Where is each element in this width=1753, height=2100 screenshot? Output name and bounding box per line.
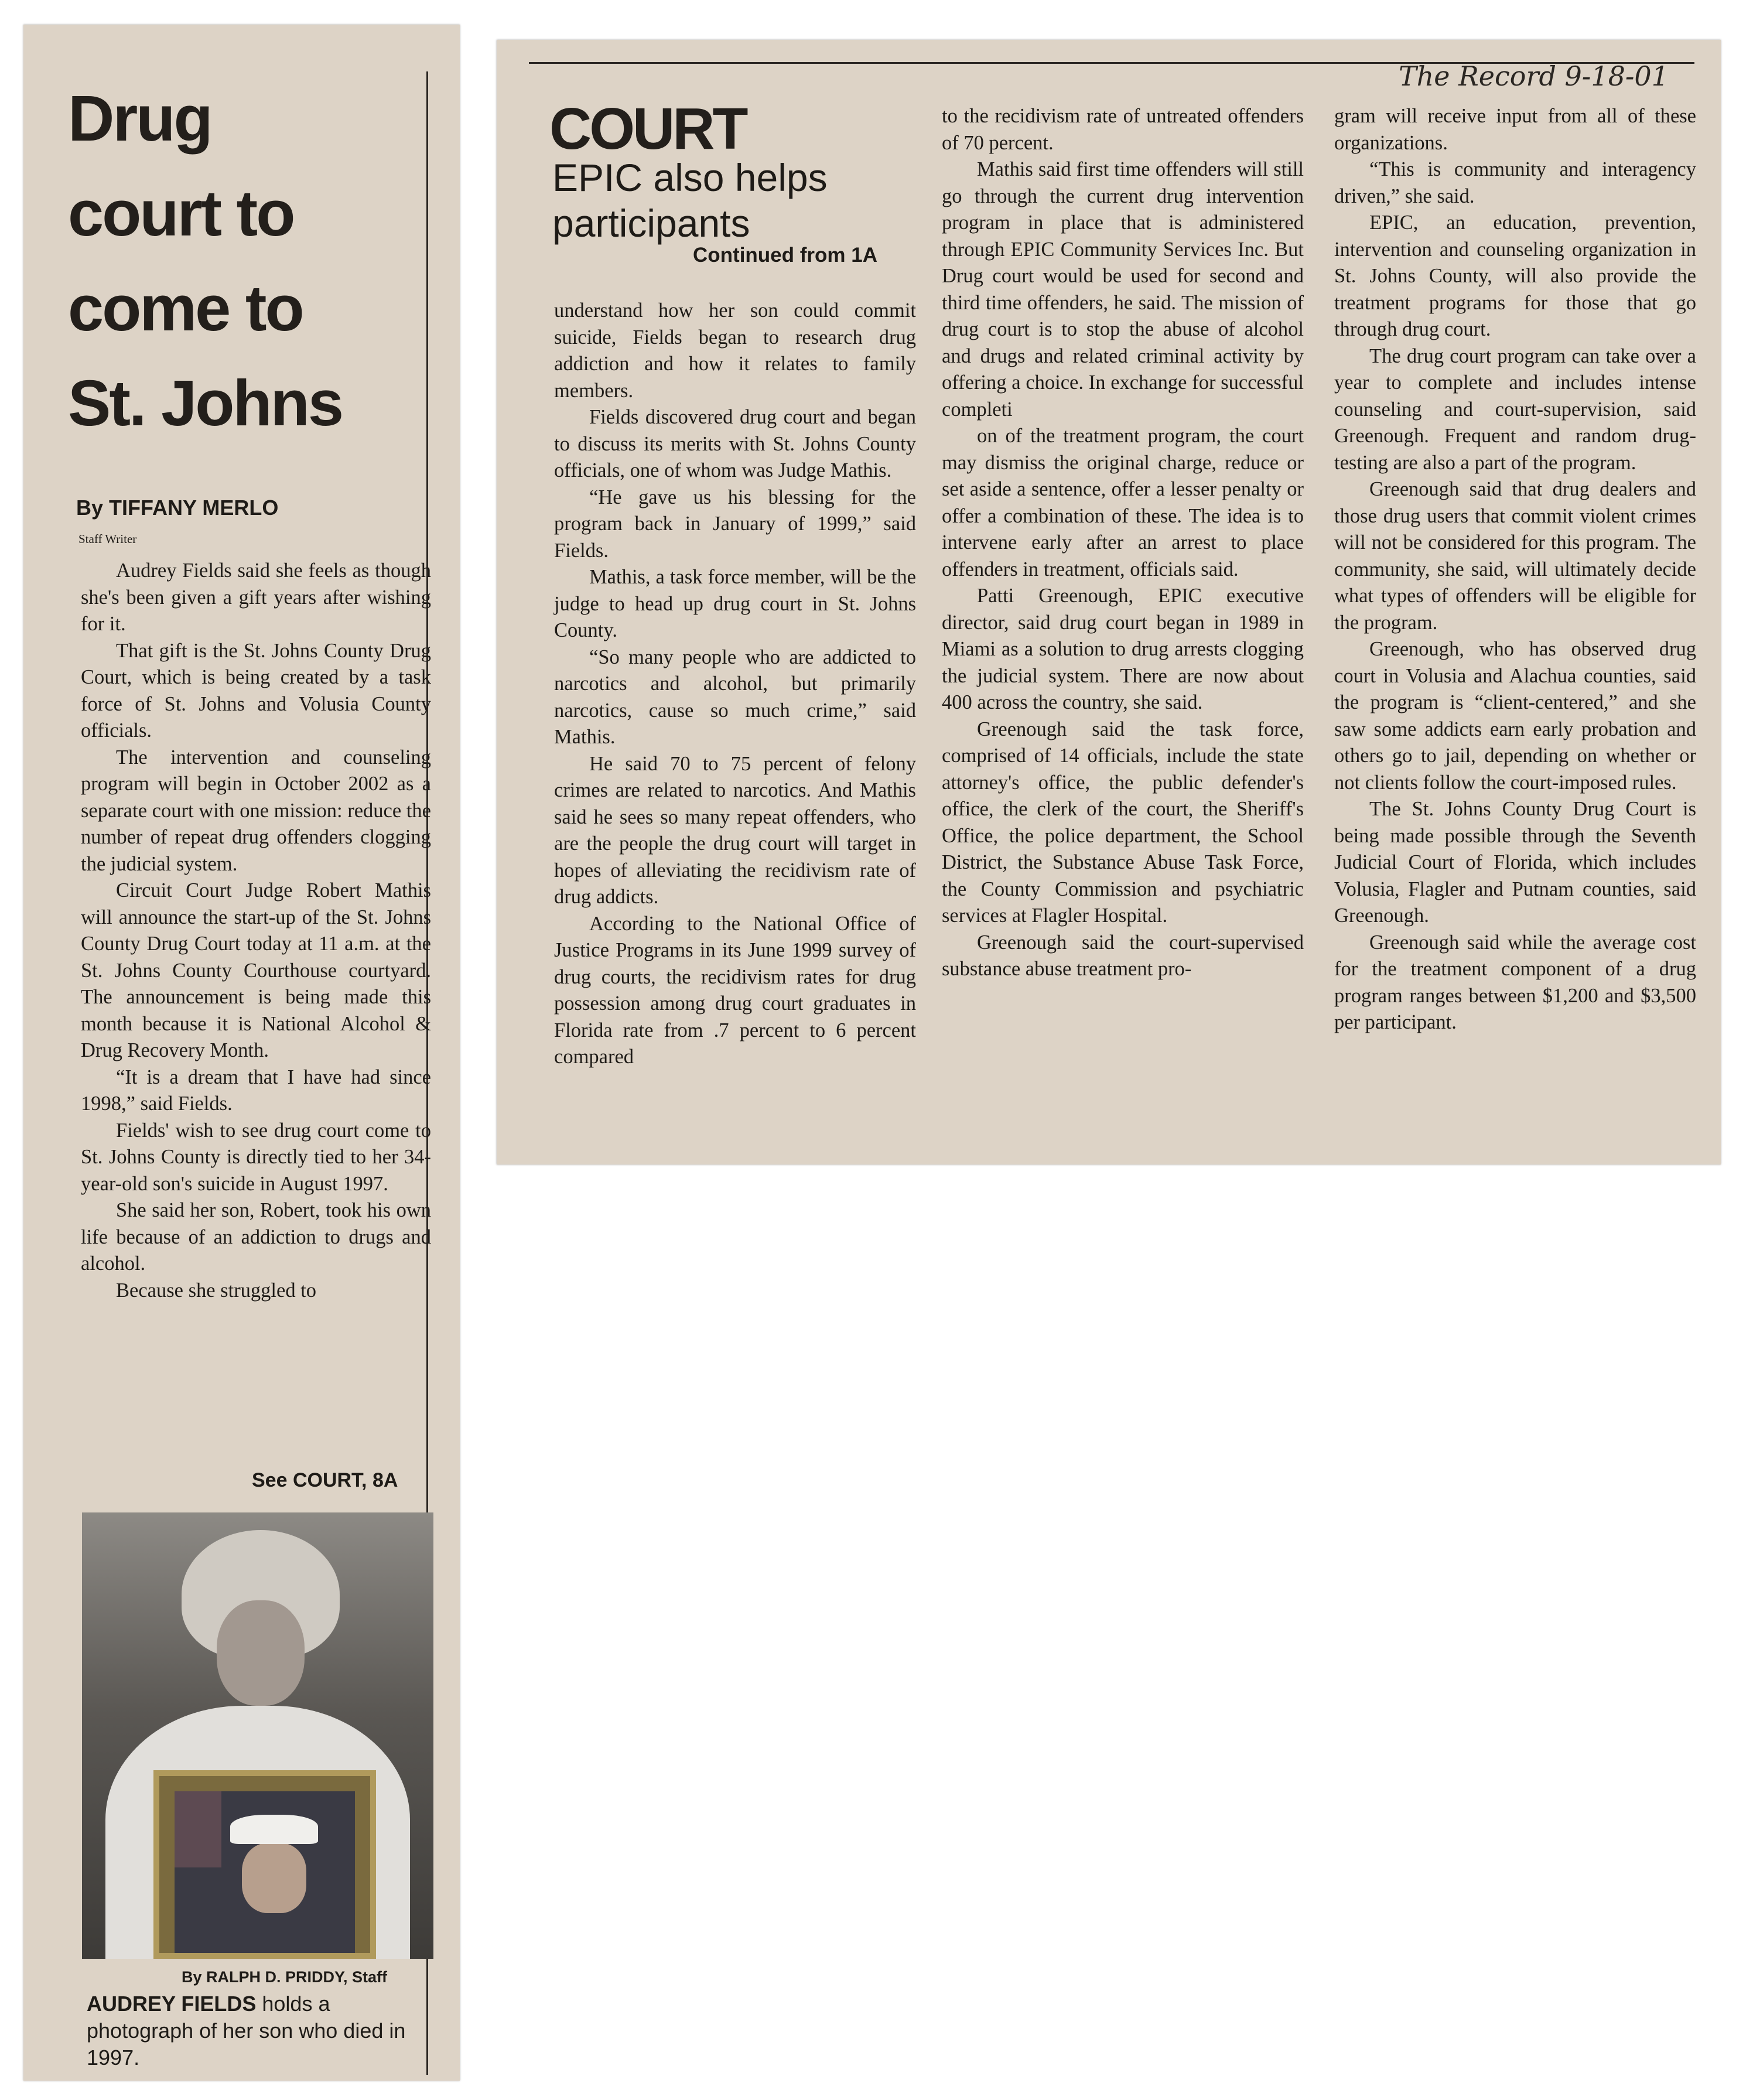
right-column-2 [942, 103, 1304, 983]
paragraph: Greenough said that drug dealers and those drug users that commit violent crimes will not be considered for this program. The community, she said, will ultimately decide what types of offenders will be eligible for the program. [1334, 478, 1696, 634]
paragraph: Greenough, who has observed drug court in Volusia and Alachua counties, said the program is “client-centered,” and she saw some addicts earn early probation and others go to jail, depending on whether or not clients follow the court-imposed rules. [1334, 638, 1696, 794]
left-article-body [81, 558, 431, 1304]
headline [68, 71, 443, 451]
photo-frame [153, 1770, 376, 1959]
byline: By TIFFANY MERLO [76, 496, 279, 520]
paragraph: Patti Greenough, EPIC executive director, said drug court began in 1989 in Miami as a solution to drug arrests clogging the judicial system. There are now about 400 across the country, she said. [942, 585, 1304, 713]
handwritten-note [1387, 57, 1692, 110]
paragraph: “So many people who are addicted to narcotics and alcohol, but primarily narcotics, cause so much crime,” said Mathis. [554, 646, 916, 748]
paragraph: The drug court program can take over a year to complete and includes intense counseling and court-supervision, said Greenough. Frequent and random drug-testing are also a part of the program. [1334, 344, 1696, 474]
headline-line: Drug [68, 83, 211, 155]
paragraph: That gift is the St. Johns County Drug Court, which is being created by a task force of St. Johns and Volusia County officials. [81, 639, 431, 742]
paragraph: Greenough said while the average cost for the treatment component of a drug program ranges between $1,200 and $3,500 per participant. [1334, 931, 1696, 1033]
paragraph: Fields discovered drug court and began to discuss its merits with St. Johns County officials, one of whom was Judge Mathis. [554, 406, 916, 482]
paragraph: on of the treatment program, the court may dismiss the original charge, reduce or set aside a sentence, offer a lesser penalty or offer a combination of these. The idea is to intervene early after an arrest to place offenders in treatment, officials said. [942, 425, 1304, 581]
photo-audrey-fields [82, 1512, 433, 1959]
paragraph: She said her son, Robert, took his own life because of an addiction to drugs and alcohol. [81, 1199, 431, 1275]
paragraph: The St. Johns County Drug Court is being made possible through the Seventh Judicial Court of Florida, which includes Volusia, Flagler and Putnam counties, said Greenough. [1334, 798, 1696, 927]
photo-face [217, 1600, 305, 1706]
continued-from: Continued from 1A [693, 244, 877, 267]
paragraph: “He gave us his blessing for the program back in January of 1999,” said Fields. [554, 486, 916, 562]
photo-credit: By RALPH D. PRIDDY, Staff [182, 1968, 388, 1986]
photo-caption [87, 1990, 426, 2071]
marine-cap [230, 1815, 318, 1844]
jump-headline: COURT [549, 96, 746, 162]
headline-line: come to [68, 272, 303, 344]
paragraph: He said 70 to 75 percent of felony crimes are related to narcotics. And Mathis said he sees so many repeat offenders, who are the people the drug court will target in hopes of alleviating the recidivism rate of drug addicts. [554, 752, 916, 908]
right-column-3 [1334, 103, 1696, 1036]
paragraph: EPIC, an education, prevention, intervention and counseling organization in St. Johns County, will also provide the treatment programs for those that go through drug court. [1334, 211, 1696, 340]
paragraph: The intervention and counseling program will begin in October 2002 as a separate court with one mission: reduce the number of repeat drug offenders clogging the judicial system. [81, 746, 431, 875]
jump-line: See COURT, 8A [252, 1469, 398, 1491]
subhead: EPIC also helps participants [552, 156, 828, 245]
right-clipping [497, 40, 1721, 1165]
paragraph: Greenough said the court-supervised substance abuse treatment pro- [942, 931, 1304, 980]
paragraph: Greenough said the task force, comprised of 14 officials, include the state attorney's office, the public defender's office, the clerk of the court, the Sheriff's Office, the police department, the School District, the Substance Abuse Task Force, the County Commission and psychiatric services at Flagler Hospital. [942, 718, 1304, 927]
handwritten-note-graphic [1387, 57, 1692, 110]
son-face [242, 1843, 306, 1913]
handwritten-text: The Record 9-18-01 [1399, 60, 1669, 92]
left-clipping [23, 25, 460, 2081]
flag-shape [175, 1791, 221, 1867]
paragraph: Circuit Court Judge Robert Mathis will announce the start-up of the St. Johns County Drug Court today at 11 a.m. at the St. Johns County Courthouse courtyard. The announcement is being made this month because it is National Alcohol & Drug Recovery Month. [81, 879, 431, 1061]
paragraph: Because she struggled to [116, 1279, 317, 1302]
paragraph: Audrey Fields said she feels as though she's been given a gift years after wishing for it. [81, 559, 431, 635]
paragraph: understand how her son could commit suicide, Fields began to research drug addiction and how it relates to family members. [554, 299, 916, 402]
paragraph: Mathis, a task force member, will be the judge to head up drug court in St. Johns County. [554, 566, 916, 641]
paragraph: According to the National Office of Justice Programs in its June 1999 survey of drug courts, the recidivism rates for drug possession among drug court graduates in Florida rate from .7 percent to 6 percent compared [554, 912, 916, 1068]
paragraph: Mathis said first time offenders will still go through the current drug intervention program in place that is administered through EPIC Community Services Inc. But Drug court would be used for second and third time offenders, he said. The mission of drug court is to stop the abuse of alcohol and drugs and related criminal activity by offering a choice. In exchange for successful completi [942, 158, 1304, 421]
paragraph: “It is a dream that I have had since 1998,” said Fields. [81, 1066, 431, 1115]
paragraph: Fields' wish to see drug court come to St. Johns County is directly tied to her 34-year-old son's suicide in August 1997. [81, 1119, 431, 1195]
caption-text: holds a photograph of her son who died in 1997. [87, 1992, 406, 2070]
paragraph: “This is community and interagency driven,” she said. [1334, 158, 1696, 207]
byline-role: Staff Writer [78, 532, 137, 546]
paragraph: to the recidivism rate of untreated offenders of 70 percent. [942, 105, 1304, 154]
right-column-1 [554, 298, 916, 1071]
headline-line: court to [68, 177, 294, 250]
headline-line: St. Johns [68, 367, 343, 439]
framed-portrait [175, 1791, 355, 1953]
paragraph: gram will receive input from all of these organizations. [1334, 105, 1696, 154]
caption-name: AUDREY FIELDS [87, 1992, 257, 2016]
